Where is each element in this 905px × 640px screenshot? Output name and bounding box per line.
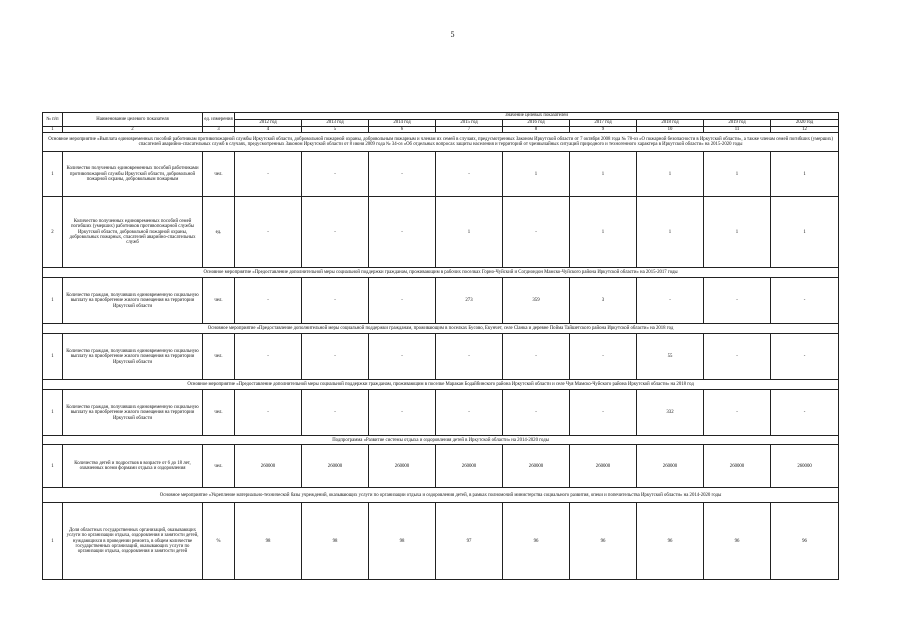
value-cell: 3 (570, 278, 637, 324)
section-title: Основное мероприятие «Предоставление дополнительной меры социальной поддержки гражданам, проживающим в рабочих поселках Горно-Чуйский и Согдиондон Мамско-Чуйского района Иркутской области» на 2015-2017 годы (43, 268, 839, 278)
section-row (43, 436, 839, 445)
header-year: 2015 год (436, 120, 503, 127)
value-cell: 96 (503, 503, 570, 580)
header-row-1 (43, 113, 839, 120)
indicator-name: Доля областных государственных организаций, оказывающих услуги по организации отдыха, оздоровления и занятости детей, нуждающихся в проведении ремонта, в общем количестве государственных организаций, оказывающих услуги по организации отдыха, оздоровления и занятости детей (63, 503, 203, 580)
value-cell: 98 (302, 503, 369, 580)
value-cell: - (369, 390, 436, 436)
value-cell: 1 (771, 152, 839, 197)
column-number: 9 (570, 127, 637, 133)
value-cell: - (436, 152, 503, 197)
unit-cell: % (203, 503, 235, 580)
column-number: 7 (436, 127, 503, 133)
value-cell: - (503, 390, 570, 436)
value-cell: 1 (704, 197, 771, 268)
value-cell: - (369, 278, 436, 324)
value-cell: - (503, 334, 570, 380)
row-number: 1 (43, 503, 63, 580)
column-number: 1 (43, 127, 63, 133)
value-cell: - (235, 197, 302, 268)
row-number: 1 (43, 278, 63, 324)
page-number: 5 (450, 30, 455, 39)
unit-cell: чел. (203, 390, 235, 436)
section-row (43, 380, 839, 390)
indicator-name: Количество детей и подростков в возрасте от 6 до 18 лет, охваченных всеми формами отдыха и оздоровления (63, 445, 203, 488)
value-cell: 260000 (637, 445, 704, 488)
value-cell: - (302, 278, 369, 324)
header-year: 2018 год (637, 120, 704, 127)
value-cell: - (570, 334, 637, 380)
value-cell: 96 (570, 503, 637, 580)
row-number: 1 (43, 334, 63, 380)
column-number: 8 (503, 127, 570, 133)
value-cell: - (369, 197, 436, 268)
value-cell: 1 (503, 152, 570, 197)
header-year: 2020 год (771, 120, 839, 127)
row-number: 2 (43, 197, 63, 268)
indicator-row (43, 197, 839, 268)
value-cell: - (637, 278, 704, 324)
indicator-row (43, 152, 839, 197)
header-year: 2017 год (570, 120, 637, 127)
section-title: Основное мероприятие «Укрепление материально-технической базы учреждений, оказывающих услуги по организации отдыха и оздоровления детей, в рамках полномочий министерства социального развития, опеки и попечительства Иркутской области» на 2014-2020 годы (43, 488, 839, 503)
section-title: Основное мероприятие «Предоставление дополнительной меры социальной поддержки гражданам, проживающим в поселках Бусово, Екунчет, селе Claнка и деревне Пойма Тайшетского района Иркутской области» на 2018 год (43, 324, 839, 334)
unit-cell: чел. (203, 334, 235, 380)
target-indicators-table (42, 112, 839, 580)
header-num: № п/п (43, 113, 63, 127)
indicator-name: Количество граждан, получивших единовременную социальную выплату на приобретение жилого помещения на территории Иркутской области (63, 334, 203, 380)
value-cell: - (771, 278, 839, 324)
value-cell: - (771, 334, 839, 380)
header-year: 2019 год (704, 120, 771, 127)
value-cell: - (235, 390, 302, 436)
column-number: 2 (63, 127, 203, 133)
value-cell: 273 (436, 278, 503, 324)
column-number: 10 (637, 127, 704, 133)
indicator-row (43, 334, 839, 380)
column-number: 6 (369, 127, 436, 133)
value-cell: - (302, 390, 369, 436)
value-cell: - (302, 152, 369, 197)
value-cell: 96 (704, 503, 771, 580)
indicator-row (43, 390, 839, 436)
value-cell: - (302, 334, 369, 380)
value-cell: - (235, 278, 302, 324)
value-cell: - (436, 334, 503, 380)
value-cell: 260000 (235, 445, 302, 488)
indicator-name: Количество граждан, получивших единовременную социальную выплату на приобретение жилого помещения на территории Иркутской области (63, 390, 203, 436)
value-cell: 260000 (436, 445, 503, 488)
value-cell: 260000 (302, 445, 369, 488)
value-cell: 97 (436, 503, 503, 580)
value-cell: 260000 (704, 445, 771, 488)
row-number: 1 (43, 390, 63, 436)
section-row (43, 324, 839, 334)
value-cell: - (704, 278, 771, 324)
value-cell: 1 (637, 152, 704, 197)
column-number: 11 (704, 127, 771, 133)
header-year: 2016 год (503, 120, 570, 127)
indicator-name: Количество граждан, получивших единовременную социальную выплату на приобретение жилого помещения на территории Иркутской области (63, 278, 203, 324)
section-row (43, 268, 839, 278)
value-cell: 260000 (369, 445, 436, 488)
value-cell: 98 (235, 503, 302, 580)
header-values-group: Значение целевых показателей (235, 113, 839, 120)
value-cell: 359 (503, 278, 570, 324)
table-body (43, 113, 839, 580)
header-year: 2013 год (302, 120, 369, 127)
column-number: 4 (235, 127, 302, 133)
value-cell: 1 (436, 197, 503, 268)
section-row (43, 133, 839, 152)
value-cell: - (771, 390, 839, 436)
unit-cell: ед. (203, 197, 235, 268)
column-number: 3 (203, 127, 235, 133)
header-year: 2012 год (235, 120, 302, 127)
value-cell: 332 (637, 390, 704, 436)
row-number: 1 (43, 445, 63, 488)
unit-cell: чел. (203, 445, 235, 488)
value-cell: 98 (369, 503, 436, 580)
value-cell: 96 (771, 503, 839, 580)
value-cell: - (436, 390, 503, 436)
indicator-row (43, 445, 839, 488)
header-year: 2014 год (369, 120, 436, 127)
section-title: Основное мероприятие «Предоставление дополнительной меры социальной поддержки гражданам, проживающим в поселке Маракан Бодайбинского района Иркутской области и селе Чуя Мамско-Чуйского района Иркутской области» на 2018 год (43, 380, 839, 390)
value-cell: - (369, 152, 436, 197)
header-unit: ед. измерения (203, 113, 235, 127)
value-cell: - (235, 334, 302, 380)
value-cell: 1 (570, 197, 637, 268)
indicator-row (43, 503, 839, 580)
value-cell: 1 (570, 152, 637, 197)
value-cell: - (570, 390, 637, 436)
value-cell: 260000 (771, 445, 839, 488)
value-cell: - (302, 197, 369, 268)
indicator-name: Количество полученных единовременных пособий семей погибших (умерших) работников противопожарной службы Иркутской области, добровольной пожарной охраны, добровольных пожарных, спасателей аварийно-спасательных служб (63, 197, 203, 268)
indicator-name: Количество полученных единовременных пособий работниками противопожарной службы Иркутской области, добровольной пожарной охраны, добровольным пожарным (63, 152, 203, 197)
value-cell: - (369, 334, 436, 380)
column-number: 12 (771, 127, 839, 133)
value-cell: - (503, 197, 570, 268)
unit-cell: чел. (203, 278, 235, 324)
value-cell: 1 (704, 152, 771, 197)
column-number: 5 (302, 127, 369, 133)
value-cell: 260000 (503, 445, 570, 488)
value-cell: - (235, 152, 302, 197)
row-number: 1 (43, 152, 63, 197)
indicator-row (43, 278, 839, 324)
value-cell: 1 (771, 197, 839, 268)
section-row (43, 488, 839, 503)
value-cell: 260000 (570, 445, 637, 488)
value-cell: 1 (637, 197, 704, 268)
value-cell: 96 (637, 503, 704, 580)
section-title: Подпрограмма «Развитие системы отдыха и оздоровления детей в Иркутской области» на 2014-2020 годы (43, 436, 839, 445)
header-name: Наименование целевого показателя (63, 113, 203, 127)
value-cell: - (704, 390, 771, 436)
section-title: Основное мероприятие «Выплата единовременных пособий работникам противопожарной службы Иркутской области, добровольной пожарной охраны, добровольным пожарным и членам их семей в случаях, предусмотренных Законом Иркутской области от 7 октября 2008 года № 78-оз «О пожарной безопасности в Иркутской области», а также членам семей погибших (умерших) спасателей аварийно-спасательных служб в случаях, предусмотренных Законом Иркутской области от 8 июня 2009 года № 34-оз «Об отдельных вопросах защиты населения и территорий от чрезвычайных ситуаций природного и техногенного характера в Иркутской области» на 2015-2020 годы (43, 133, 839, 152)
value-cell: - (704, 334, 771, 380)
unit-cell: чел. (203, 152, 235, 197)
value-cell: 55 (637, 334, 704, 380)
